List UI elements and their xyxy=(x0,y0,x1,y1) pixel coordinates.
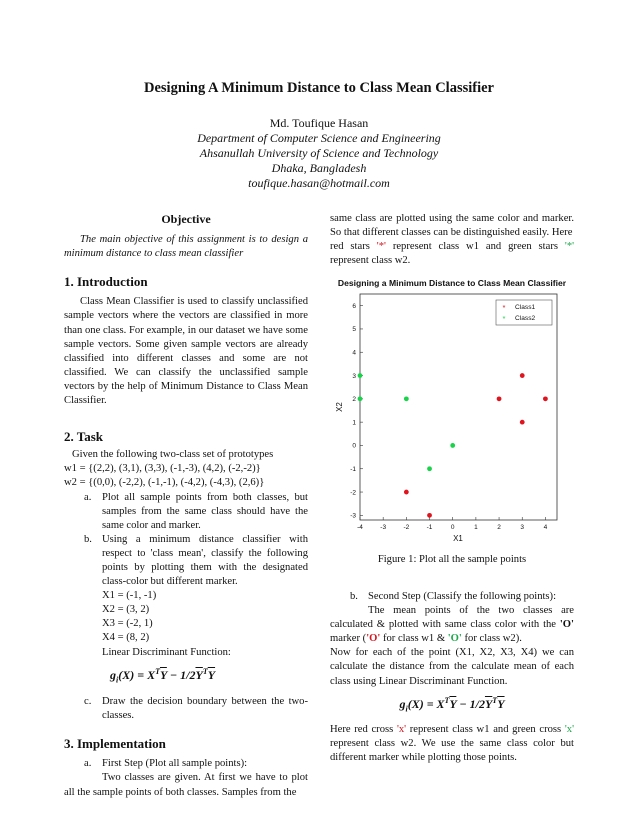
red-star-marker: '*' xyxy=(376,241,386,253)
y-tick-label: 3 xyxy=(352,372,356,380)
left-column xyxy=(64,212,308,800)
data-point-class2 xyxy=(404,396,409,401)
task-heading: 2. Task xyxy=(64,429,104,445)
objective-text: The main objective of this assignment is to design a minimum distance to class mean classifier xyxy=(64,234,308,260)
task-item-a-text: Plot all sample points from both classes, but samples from the same class should have the same color and marker. xyxy=(102,491,308,531)
step-b-distance-text: Now for each of the point (X1, X2, X3, X4) we can calculate the distance from the calculate mean of each class using Linear Discriminant Function. xyxy=(330,647,574,687)
data-point-class2 xyxy=(450,443,455,448)
legend-class1-marker: * xyxy=(502,303,506,312)
task-item-c-marker: c. xyxy=(84,696,92,708)
task-item-b-marker: b. xyxy=(84,533,92,545)
affiliation-university: Ahsanullah University of Science and Technology xyxy=(199,146,439,160)
data-point-class2 xyxy=(427,466,432,471)
task-item-c-text: Draw the decision boundary between the two-classes. xyxy=(102,696,308,722)
red-cross-marker: 'x' xyxy=(396,724,407,736)
x-tick-label: -2 xyxy=(403,524,410,531)
step-a-text: Two classes are given. At first we have to plot all the sample points of both classes. Samples from the xyxy=(64,772,308,798)
task-point-x2: X2 = (3, 2) xyxy=(102,604,150,616)
task-point-x3: X3 = (-2, 1) xyxy=(102,618,153,630)
y-axis-label: X2 xyxy=(335,402,344,412)
x-tick-label: 2 xyxy=(497,524,501,531)
data-point-class1 xyxy=(543,396,548,401)
cross-marker-text: Here red cross 'x' represent class w1 and green cross 'x' represent class w2. We use the same class color but different marker while plotting those points. xyxy=(330,724,574,764)
step-a-item xyxy=(64,757,308,771)
x-tick-label: -3 xyxy=(380,524,387,531)
green-o-marker: 'O' xyxy=(447,633,462,645)
task-w2-set: w2 = {(0,0), (-2,2), (-1,-1), (-4,2), (-4,3), (2,6)} xyxy=(64,477,265,489)
data-point-class1 xyxy=(404,490,409,495)
green-star-marker: '*' xyxy=(564,241,575,253)
ldf-formula-right: $g_i(X) = X^T\overline{Y} - 1/2\overline{Y}^T\overline{Y}$ xyxy=(399,695,505,714)
right-column-lower xyxy=(330,590,574,765)
step-b-mean-text: The mean points of the two classes are calculated & plotted with same class color with the 'O' marker ('O' for class w1 & 'O' for class w2). xyxy=(330,605,574,645)
y-tick-label: 4 xyxy=(352,349,356,357)
author-email: toufique.hasan@hotmail.com xyxy=(248,176,390,190)
stars-legend-text: red stars '*' represent class w1 and green stars '*' represent class w2. xyxy=(330,241,575,267)
step-b-title: Second Step (Classify the following points): xyxy=(368,591,557,602)
ldf-label: Linear Discriminant Function: xyxy=(102,646,231,658)
step-b-item xyxy=(330,590,574,604)
task-w1-set: w1 = {(2,2), (3,1), (3,3), (-1,-3), (4,2), (-2,-2)} xyxy=(64,463,261,475)
figure-caption: Figure 1: Plot all the sample points xyxy=(377,554,527,565)
x-tick-label: 4 xyxy=(543,524,548,531)
task-points-list xyxy=(64,589,308,659)
paper-title: Designing A Minimum Distance to Class Mean Classifier xyxy=(143,80,494,96)
x-axis-label: X1 xyxy=(453,534,463,543)
ldf-formula-left: $g_i(X) = X^T\overline{Y} - 1/2\overline{Y}^T\overline{Y}$ xyxy=(110,666,216,685)
author-name: Md. Toufique Hasan xyxy=(269,116,369,130)
y-tick-label: 1 xyxy=(352,419,356,427)
implementation-heading: 3. Implementation xyxy=(64,736,166,752)
task-item-a-marker: a. xyxy=(84,491,92,503)
data-point-class1 xyxy=(427,513,432,518)
data-point-class1 xyxy=(520,373,525,378)
y-tick-label: 6 xyxy=(352,302,356,310)
y-tick-label: -3 xyxy=(350,512,356,520)
step-b-marker: b. xyxy=(350,591,358,602)
x-tick-label: 0 xyxy=(450,524,455,531)
task-item-b xyxy=(64,533,308,589)
y-tick-label: -2 xyxy=(350,489,356,497)
affiliation-department: Department of Computer Science and Engineering xyxy=(197,131,441,145)
scatter-chart xyxy=(330,268,574,544)
plot-area xyxy=(360,294,557,520)
plot-description-text: same class are plotted using the same color and marker. So that different classes can be distinguished easily. Here xyxy=(330,213,574,239)
data-point-class1 xyxy=(497,396,502,401)
x-tick-label: -1 xyxy=(426,524,433,531)
x-tick-label: 3 xyxy=(520,524,525,531)
task-item-a xyxy=(64,491,308,533)
data-point-class2 xyxy=(358,396,363,401)
introduction-heading: 1. Introduction xyxy=(64,274,148,290)
red-o-marker: 'O' xyxy=(366,633,381,645)
data-point-class1 xyxy=(520,420,525,425)
task-point-x4: X4 = (8, 2) xyxy=(102,632,150,644)
chart-legend xyxy=(496,300,552,325)
task-point-x1: X1 = (-1, -1) xyxy=(102,590,157,602)
data-point-class2 xyxy=(358,373,363,378)
y-tick-label: 5 xyxy=(352,326,356,334)
right-column xyxy=(330,212,574,268)
task-item-b-text: Using a minimum distance classifier with respect to 'class mean', classify the following points by plotting them with the designated class-color but different marker. xyxy=(102,533,308,588)
y-tick-label: -1 xyxy=(350,466,356,474)
y-tick-label: 2 xyxy=(352,396,356,404)
legend-class2-label: Class2 xyxy=(515,315,536,322)
green-cross-marker: 'x' xyxy=(564,724,574,736)
chart-title: Designing a Minimum Distance to Class Mean Classifier xyxy=(337,278,567,288)
legend-class1-label: Class1 xyxy=(515,304,536,311)
x-tick-label: -4 xyxy=(357,524,363,531)
legend-class2-marker: * xyxy=(502,314,506,323)
step-a-title: First Step (Plot all sample points): xyxy=(102,758,248,770)
affiliation-city: Dhaka, Bangladesh xyxy=(271,161,367,175)
step-a-marker: a. xyxy=(84,758,92,770)
task-lead: Given the following two-class set of prototypes xyxy=(72,449,274,461)
objective-heading: Objective xyxy=(161,212,211,226)
task-item-c xyxy=(64,695,308,723)
x-tick-label: 1 xyxy=(474,524,478,531)
y-tick-label: 0 xyxy=(352,442,356,450)
introduction-text: Class Mean Classifier is used to classify unclassified sample vectors where the vectors are classified in more than one class. For example, in our dataset we have some sample vectors. Some given sample vectors are already classified into different classes and some are not classified. We can classify the unclassified sample vectors by the help of Minimum Distance to Class Mean Classifier. xyxy=(64,296,308,407)
